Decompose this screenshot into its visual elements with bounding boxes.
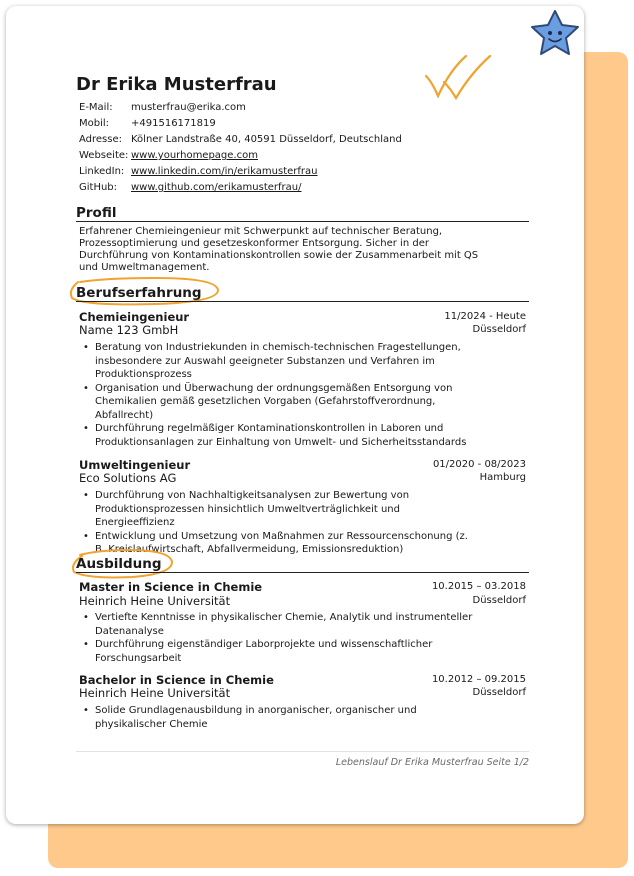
job-date: 01/2020 - 08/2023 xyxy=(432,459,526,470)
contact-row-website xyxy=(79,148,402,164)
mobile-value: +491516171819 xyxy=(131,118,216,129)
contact-label: Adresse: xyxy=(79,134,122,145)
list-item: • Solide Grundlagenausbildung in anorganischer, organischer und physikalischer Chemie xyxy=(79,704,479,731)
checkmarks-icon xyxy=(422,52,496,104)
degree-date: 10.2012 – 09.2015 xyxy=(431,674,526,685)
contact-label: E-Mail: xyxy=(79,102,113,113)
section-heading-education: Ausbildung xyxy=(76,556,529,573)
contact-row-mobile xyxy=(79,116,402,132)
degree-title: Master in Science in Chemie xyxy=(79,580,263,594)
address-value: Kölner Landstraße 40, 40591 Düsseldorf, Deutschland xyxy=(131,134,402,145)
degree-title: Bachelor in Science in Chemie xyxy=(79,673,274,687)
website-link[interactable]: www.yourhomepage.com xyxy=(131,150,258,161)
job-title: Chemieingenieur xyxy=(79,310,190,324)
list-item: • Durchführung von Nachhaltigkeitsanalysen zur Bewertung von Produktionsprozessen hinsichtlich Umweltverträglichkeit und Energieeffizienz xyxy=(79,489,479,530)
page-footer: Lebenslauf Dr Erika Musterfrau Seite 1/2 xyxy=(335,757,529,768)
list-item: • Durchführung eigenständiger Laborprojekte und wissenschaftlicher Forschungsarbeit xyxy=(79,638,479,665)
list-item: • Vertiefte Kenntnisse in physikalischer Chemie, Analytik und instrumenteller Datenanalyse xyxy=(79,611,479,638)
contact-row-email xyxy=(79,100,402,116)
list-item: • Entwicklung und Umsetzung von Maßnahmen zur Ressourcenschonung (z. B. Kreislaufwirtschaft, Abfallvermeidung, Emissionsreduktion) xyxy=(79,530,479,557)
job-company: Name 123 GmbH xyxy=(79,323,179,337)
contact-row-linkedin xyxy=(79,164,402,180)
degree-school: Heinrich Heine Universität xyxy=(79,594,231,608)
degree-location: Düsseldorf xyxy=(472,595,526,606)
job-location: Hamburg xyxy=(479,472,526,483)
job-bullets xyxy=(79,341,479,449)
degree-location: Düsseldorf xyxy=(472,687,526,698)
degree-school: Heinrich Heine Universität xyxy=(79,686,231,700)
resume-name: Dr Erika Musterfrau xyxy=(76,74,277,95)
contact-label: Webseite: xyxy=(79,150,129,161)
email-value: musterfrau@erika.com xyxy=(131,102,246,113)
star-face-icon xyxy=(524,8,586,60)
list-item: • Durchführung regelmäßiger Kontaminationskontrollen in Laboren und Produktionsanlagen zur Einhaltung von Umwelt- und Sicherheitsstandards xyxy=(79,422,479,449)
contact-label: Mobil: xyxy=(79,118,110,129)
contact-label: LinkedIn: xyxy=(79,166,125,177)
list-item: • Organisation und Überwachung der ordnungsgemäßen Entsorgung von Chemikalien gemäß gesetzlichen Vorgaben (Gefahrstoffverordnung, Abfallrecht) xyxy=(79,382,479,423)
job-company: Eco Solutions AG xyxy=(79,471,177,485)
degree-date: 10.2015 – 03.2018 xyxy=(431,581,526,592)
contact-block xyxy=(79,100,402,196)
section-heading-profile: Profil xyxy=(76,205,529,222)
contact-row-address xyxy=(79,132,402,148)
github-link[interactable]: www.github.com/erikamusterfrau/ xyxy=(131,182,302,193)
degree-bullets xyxy=(79,611,479,665)
profile-text: Erfahrener Chemieingenieur mit Schwerpunkt auf technischer Beratung, Prozessoptimierung und gesetzeskonformer Entsorgung. Sicher in der Durchführung von Kontaminationskontrollen sowie der Zusammenarbeit mit QS und Umweltmanagement. xyxy=(79,226,479,273)
linkedin-link[interactable]: www.linkedin.com/in/erikamusterfrau xyxy=(131,166,318,177)
degree-bullets xyxy=(79,704,479,731)
section-heading-experience: Berufserfahrung xyxy=(76,285,529,302)
job-title: Umweltingenieur xyxy=(79,458,191,472)
list-item: • Beratung von Industriekunden in chemisch-technischen Fragestellungen, insbesondere zur Auswahl geeigneter Substanzen und Verfahren im Produktionsprozess xyxy=(79,341,479,382)
contact-row-github xyxy=(79,180,402,196)
contact-label: GitHub: xyxy=(79,182,118,193)
footer-divider xyxy=(76,751,529,752)
job-location: Düsseldorf xyxy=(472,324,526,335)
job-date: 11/2024 - Heute xyxy=(444,311,526,322)
